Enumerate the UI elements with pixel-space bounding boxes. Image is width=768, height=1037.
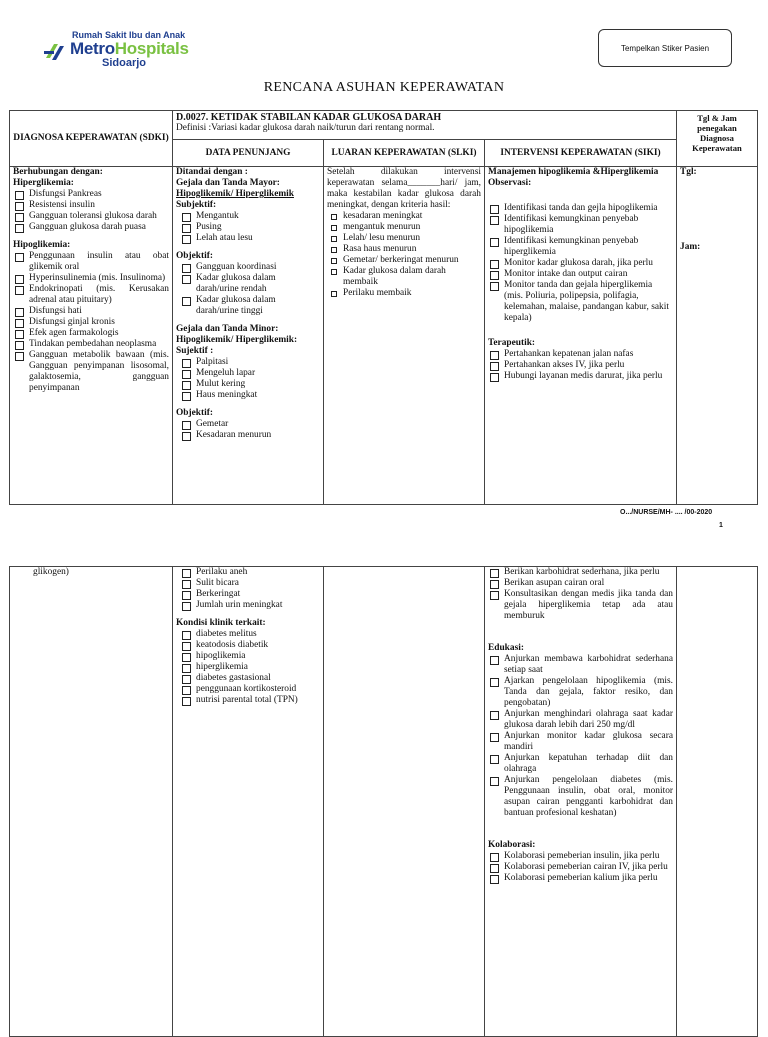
- therapeutic-label: Terapeutik:: [488, 338, 536, 348]
- checklist-item-label: Kadar glukosa dalam darah/urine tinggi: [196, 295, 276, 316]
- checklist-item: [13, 211, 169, 222]
- checkbox-icon[interactable]: [182, 580, 191, 589]
- checkbox-icon[interactable]: [182, 235, 191, 244]
- checkbox-icon[interactable]: [182, 275, 191, 284]
- checkbox-icon[interactable]: [182, 602, 191, 611]
- checkbox-icon[interactable]: [15, 319, 24, 328]
- checklist-item: [327, 211, 481, 222]
- related-label: Berhubungan dengan:: [13, 167, 103, 177]
- checklist-item: [327, 255, 481, 266]
- checklist-item-label: Monitor intake dan output cairan: [504, 269, 628, 279]
- checklist-item-label: Mengeluh lapar: [196, 368, 256, 378]
- checklist-item: [488, 753, 673, 775]
- time-label: Jam:: [680, 242, 701, 252]
- checklist-item-label: Berkeringat: [196, 589, 241, 599]
- diagnosis-title: D.0027. KETIDAK STABILAN KADAR GLUKOSA DARAH: [176, 112, 442, 123]
- logo-location: Sidoarjo: [102, 57, 147, 69]
- page-number: 1: [719, 522, 723, 529]
- checkbox-icon[interactable]: [182, 421, 191, 430]
- checklist-item: [180, 419, 320, 430]
- checklist-item-label: Berikan asupan cairan oral: [504, 578, 605, 588]
- checklist-item: [488, 203, 673, 214]
- col-header-diagnosa: DIAGNOSA KEPERAWATAN (SDKI): [10, 111, 173, 167]
- checkbox-icon[interactable]: [182, 569, 191, 578]
- checklist-item: [13, 328, 169, 339]
- date-label: Tgl:: [680, 167, 697, 177]
- checkbox-icon[interactable]: [490, 591, 499, 600]
- checklist-item-label: Disfungsi hati: [29, 306, 82, 316]
- checklist-item: [180, 379, 320, 390]
- minor-signs-label: Gejala dan Tanda Minor:: [176, 324, 279, 334]
- checklist-item-label: hiperglikemia: [196, 662, 248, 672]
- date-time-cell: [677, 167, 758, 505]
- checklist-item: [13, 350, 169, 394]
- checklist-item-label: Monitor tanda dan gejala hiperglikemia (mis. Poliuria, polipepsia, polifagia, kelemahan, malaise, pandangan kabur, sakit kepala): [504, 280, 669, 323]
- checkbox-icon[interactable]: [182, 697, 191, 706]
- checklist-item-label: Mengantuk: [196, 211, 239, 221]
- checklist-item-label: Jumlah urin meningkat: [196, 600, 283, 610]
- checklist-item-label: Pusing: [196, 222, 222, 232]
- checklist-item-label: Gemetar: [196, 419, 229, 429]
- checkbox-icon[interactable]: [182, 591, 191, 600]
- checklist-item-label: Penggunaan insulin atau obat glikemik oral: [29, 251, 169, 272]
- checklist-item: [180, 273, 320, 295]
- checklist-item: [180, 295, 320, 317]
- diagnosis-causes-cell-2: [10, 567, 173, 1037]
- checkbox-icon[interactable]: [490, 733, 499, 742]
- checklist-item-label: Efek agen farmakologis: [29, 328, 119, 338]
- logo-name: MetroHospitals: [70, 39, 189, 58]
- checklist-item: [488, 349, 673, 360]
- objective-label-2: Objektif:: [176, 408, 213, 418]
- checklist-item: [488, 676, 673, 709]
- checklist-item-label: nutrisi parental total (TPN): [196, 695, 298, 705]
- checkbox-icon[interactable]: [490, 238, 499, 247]
- checklist-item: [488, 589, 673, 622]
- checklist-item-label: Disfungsi Pankreas: [29, 189, 102, 199]
- checkbox-icon[interactable]: [182, 432, 191, 441]
- checkbox-icon[interactable]: [490, 373, 499, 382]
- checklist-item-label: Konsultasikan dengan medis jika tanda dan gejala hiperglikemia tetap ada atau memburuk: [504, 589, 673, 621]
- major-signs-label: Gejala dan Tanda Mayor:: [176, 178, 280, 188]
- objective-label: Objektif:: [176, 251, 213, 261]
- checklist-item-label: Gangguan metabolik bawaan (mis. Gangguan penyimpanan lisosomal, galaktosemia, gangguan penyimpanan: [29, 350, 169, 393]
- outcomes-cell-2: [324, 567, 485, 1037]
- checklist-item-label: Perilaku membaik: [343, 288, 412, 298]
- checklist-item-label: Identifikasi tanda dan gejla hipoglikemia: [504, 203, 658, 213]
- checklist-item-label: Gangguan glukosa darah puasa: [29, 222, 146, 232]
- management-label: Manajemen hipoglikemia &Hiperglikemia: [488, 167, 659, 177]
- checkbox-icon[interactable]: [182, 224, 191, 233]
- checklist-item-label: Identifikasi kemungkinan penyebab hiperglikemia: [504, 236, 639, 257]
- checklist-item-label: Disfungsi ginjal kronis: [29, 317, 115, 327]
- hypoglycemia-label: Hipoglikemia:: [13, 240, 71, 250]
- checklist-item: [13, 251, 169, 273]
- checklist-item: [180, 589, 320, 600]
- checklist-item-label: diabetes melitus: [196, 629, 257, 639]
- bullet-square-icon[interactable]: [331, 258, 337, 264]
- checklist-item-label: Hubungi layanan medis darurat, jika perlu: [504, 371, 663, 381]
- collaboration-label: Kolaborasi:: [488, 840, 536, 850]
- checklist-item: [488, 360, 673, 371]
- checklist-item-label: kesadaran meningkat: [343, 211, 423, 221]
- checklist-item: [13, 284, 169, 306]
- checklist-item-label: Kolaborasi pemeberian cairan IV, jika perlu: [504, 862, 668, 872]
- checklist-item: [488, 862, 673, 873]
- checklist-item-label: diabetes gastasional: [196, 673, 271, 683]
- checklist-item-label: Resistensi insulin: [29, 200, 95, 210]
- checklist-item-label: Pertahankan akses IV, jika perlu: [504, 360, 625, 370]
- bullet-square-icon[interactable]: [331, 214, 337, 220]
- checkbox-icon[interactable]: [182, 631, 191, 640]
- checklist-item: [13, 273, 169, 284]
- checklist-item: [180, 233, 320, 244]
- checkbox-icon[interactable]: [15, 341, 24, 350]
- checklist-item-label: Lelah atau lesu: [196, 233, 253, 243]
- checklist-item: [13, 189, 169, 200]
- checklist-item-label: hipoglikemia: [196, 651, 246, 661]
- outcomes-cell: [324, 167, 485, 505]
- checkbox-icon[interactable]: [182, 642, 191, 651]
- checklist-item-label: penggunaan kortikosteroid: [196, 684, 297, 694]
- patient-sticker-box: Tempelkan Stiker Pasien: [598, 29, 732, 67]
- checkbox-icon[interactable]: [15, 275, 24, 284]
- checkbox-icon[interactable]: [182, 213, 191, 222]
- col-header-data-penunjang: DATA PENUNJANG: [173, 140, 324, 167]
- checklist-item: [13, 317, 169, 328]
- checklist-item: [13, 222, 169, 233]
- checkbox-icon[interactable]: [182, 653, 191, 662]
- checkbox-icon[interactable]: [182, 264, 191, 273]
- checklist-item: [488, 873, 673, 884]
- checklist-item-label: Kolaborasi pemeberian kalium jika perlu: [504, 873, 658, 883]
- checklist-item-label: Perilaku aneh: [196, 567, 248, 577]
- diagnosis-title-cell: [173, 111, 677, 140]
- checklist-item-label: Kadar glukosa dalam darah/urine rendah: [196, 273, 276, 294]
- ditandai-label: Ditandai dengan :: [176, 167, 248, 177]
- logo-line1: Rumah Sakit Ibu dan Anak: [72, 30, 186, 40]
- checkbox-icon[interactable]: [15, 202, 24, 211]
- checklist-item-label: Gemetar/ berkeringat menurun: [343, 255, 459, 265]
- checklist-item-label: keatodosis diabetik: [196, 640, 269, 650]
- checklist-item: [488, 654, 673, 676]
- checkbox-icon[interactable]: [182, 359, 191, 368]
- hypo-hyper-label: Hipoglikemik/ Hiperglikemik: [176, 189, 294, 199]
- checkbox-icon[interactable]: [490, 777, 499, 786]
- checklist-item-label: Kadar glukosa dalam darah membaik: [343, 266, 446, 287]
- checklist-item: [488, 280, 673, 324]
- checkbox-icon[interactable]: [15, 286, 24, 295]
- checklist-item-label: Monitor kadar glukosa darah, jika perlu: [504, 258, 653, 268]
- checkbox-icon[interactable]: [182, 370, 191, 379]
- checklist-item: [13, 200, 169, 211]
- logo-icon: [42, 38, 70, 66]
- checklist-item-label: Berikan karbohidrat sederhana, jika perlu: [504, 567, 660, 577]
- checkbox-icon[interactable]: [490, 656, 499, 665]
- checklist-item: [180, 222, 320, 233]
- checklist-item: [180, 651, 320, 662]
- education-label: Edukasi:: [488, 643, 524, 653]
- checklist-item: [488, 214, 673, 236]
- checkbox-icon[interactable]: [490, 271, 499, 280]
- checklist-item: [488, 709, 673, 731]
- observation-label: Observasi:: [488, 178, 532, 188]
- checklist-item: [180, 695, 320, 706]
- checklist-item-label: Ajarkan pengelolaan hipoglikemia (mis. Tanda dan gejala, faktor resiko, dan pengobatan): [504, 676, 673, 708]
- checklist-item-label: Anjurkan pengelolaan diabetes (mis. Penggunaan insulin, obat oral, monitor asupan cairan pengganti karbohidrat dan bantuan profesional keshatan): [504, 775, 673, 818]
- checklist-item: [180, 368, 320, 379]
- checkbox-icon[interactable]: [15, 224, 24, 233]
- supporting-data-cell: [173, 167, 324, 505]
- checklist-item: [180, 567, 320, 578]
- checklist-item: [327, 222, 481, 233]
- bullet-square-icon[interactable]: [331, 225, 337, 231]
- checkbox-icon[interactable]: [490, 282, 499, 291]
- checklist-item: [488, 578, 673, 589]
- checkbox-icon[interactable]: [15, 253, 24, 262]
- checklist-item-label: Kesadaran menurun: [196, 430, 272, 440]
- checkbox-icon[interactable]: [490, 216, 499, 225]
- checklist-item: [180, 600, 320, 611]
- checkbox-icon[interactable]: [490, 755, 499, 764]
- checklist-item-label: Pertahankan kepatenan jalan nafas: [504, 349, 634, 359]
- hospital-logo: [42, 30, 202, 74]
- checklist-item: [13, 339, 169, 350]
- form-code: O.../NURSE/MH- .... /00-2020: [620, 509, 713, 516]
- checklist-item-label: Anjurkan kepatuhan terhadap diit dan olahraga: [504, 753, 673, 774]
- checkbox-icon[interactable]: [490, 711, 499, 720]
- checkbox-icon[interactable]: [490, 362, 499, 371]
- checklist-item: [488, 371, 673, 382]
- checkbox-icon[interactable]: [490, 678, 499, 687]
- checklist-item: [180, 662, 320, 673]
- checklist-item: [488, 567, 673, 578]
- checklist-item-label: Gangguan toleransi glukosa darah: [29, 211, 157, 221]
- bullet-square-icon[interactable]: [331, 247, 337, 253]
- diagnosis-causes-cell: [10, 167, 173, 505]
- checkbox-icon[interactable]: [490, 205, 499, 214]
- checklist-item-label: Tindakan pembedahan neoplasma: [29, 339, 157, 349]
- checkbox-icon[interactable]: [490, 260, 499, 269]
- checklist-item: [180, 357, 320, 368]
- checklist-item-label: Lelah/ lesu menurun: [343, 233, 421, 243]
- supporting-data-cell-2: [173, 567, 324, 1037]
- date-time-cell-2: [677, 567, 758, 1037]
- checkbox-icon[interactable]: [182, 664, 191, 673]
- checklist-item: [327, 244, 481, 255]
- checklist-item: [488, 731, 673, 753]
- checklist-item-label: Mulut kering: [196, 379, 246, 389]
- checklist-item: [180, 640, 320, 651]
- checklist-item: [327, 266, 481, 288]
- checkbox-icon[interactable]: [490, 853, 499, 862]
- checklist-item: [13, 306, 169, 317]
- checklist-item: [488, 258, 673, 269]
- checklist-item: [180, 578, 320, 589]
- bullet-square-icon[interactable]: [331, 236, 337, 242]
- bullet-square-icon[interactable]: [331, 269, 337, 275]
- checklist-item: [180, 430, 320, 441]
- checkbox-icon[interactable]: [182, 381, 191, 390]
- checklist-item: [488, 775, 673, 819]
- clinical-conditions-label: Kondisi klinik terkait:: [176, 618, 266, 628]
- checklist-item-label: Sulit bicara: [196, 578, 239, 588]
- checklist-item-label: Palpitasi: [196, 357, 229, 367]
- checkbox-icon[interactable]: [15, 213, 24, 222]
- checklist-item-label: Anjurkan membawa karbohidrat sederhana setiap saat: [504, 654, 673, 675]
- checklist-item-label: Anjurkan menghindari olahraga saat kadar glukosa darah lebih dari 250 mg/dl: [504, 709, 673, 730]
- checkbox-icon[interactable]: [15, 308, 24, 317]
- care-plan-table-page1: [9, 110, 758, 505]
- checklist-item: [180, 629, 320, 640]
- checklist-item: [180, 390, 320, 401]
- checkbox-icon[interactable]: [15, 352, 24, 361]
- checklist-item: [180, 673, 320, 684]
- care-plan-table-page2: [9, 566, 758, 1037]
- checklist-item-label: Identifikasi kemungkinan penyebab hipoglikemia: [504, 214, 639, 235]
- checkbox-icon[interactable]: [182, 297, 191, 306]
- checklist-item-label: Endokrinopati (mis. Kerusakan adrenal atau pituitary): [29, 284, 169, 305]
- hyperglycemia-label: Hiperglikemia:: [13, 178, 74, 188]
- checkbox-icon[interactable]: [182, 392, 191, 401]
- checkbox-icon[interactable]: [15, 191, 24, 200]
- page-title: RENCANA ASUHAN KEPERAWATAN: [263, 80, 505, 95]
- checklist-item-label: Kolaborasi pemeberian insulin, jika perlu: [504, 851, 660, 861]
- checkbox-icon[interactable]: [182, 686, 191, 695]
- checklist-item-label: mengantuk menurun: [343, 222, 421, 232]
- subjective-label: Subjektif:: [176, 200, 217, 210]
- checkbox-icon[interactable]: [182, 675, 191, 684]
- checklist-item-label: Anjurkan monitor kadar glukosa secara mandiri: [504, 731, 673, 752]
- checklist-item: [488, 269, 673, 280]
- diagnosis-definition: Definisi :Variasi kadar glukosa darah naik/turun dari rentang normal.: [176, 123, 435, 133]
- hypo-hyper-label-2: Hipoglikemik/ Hiperglikemik:: [176, 335, 298, 345]
- checklist-item-label: Rasa haus menurun: [343, 244, 417, 254]
- checklist-item: [180, 211, 320, 222]
- checkbox-icon[interactable]: [490, 875, 499, 884]
- checklist-item-label: Haus meningkat: [196, 390, 258, 400]
- subjective-label-2: Sujektif :: [176, 346, 214, 356]
- bullet-square-icon[interactable]: [331, 291, 337, 297]
- causes-continued: glikogen): [33, 567, 69, 577]
- col-header-intervensi: INTERVENSI KEPERAWATAN (SIKI): [485, 140, 677, 167]
- checklist-item: [488, 851, 673, 862]
- checklist-item: [327, 233, 481, 244]
- checklist-item: [488, 236, 673, 258]
- checkbox-icon[interactable]: [490, 569, 499, 578]
- checklist-item: [180, 262, 320, 273]
- checkbox-icon[interactable]: [15, 330, 24, 339]
- checklist-item: [180, 684, 320, 695]
- checklist-item-label: Gangguan koordinasi: [196, 262, 277, 272]
- checkbox-icon[interactable]: [490, 864, 499, 873]
- checklist-item: [327, 288, 481, 299]
- outcome-intro: Setelah dilakukan intervensi keperawatan selama_______hari/ jam, maka kestabilan kadar glukosa darah meningkat, dengan kriteria hasil:: [327, 167, 481, 210]
- interventions-cell-2: [485, 567, 677, 1037]
- interventions-cell: [485, 167, 677, 505]
- col-header-luaran: LUARAN KEPERAWATAN (SLKI): [324, 140, 485, 167]
- checklist-item-label: Hyperinsulinemia (mis. Insulinoma): [29, 273, 166, 283]
- col-header-tgl-jam: Tgl & Jam penegakan Diagnosa Keperawatan: [677, 111, 758, 167]
- checkbox-icon[interactable]: [490, 351, 499, 360]
- checkbox-icon[interactable]: [490, 580, 499, 589]
